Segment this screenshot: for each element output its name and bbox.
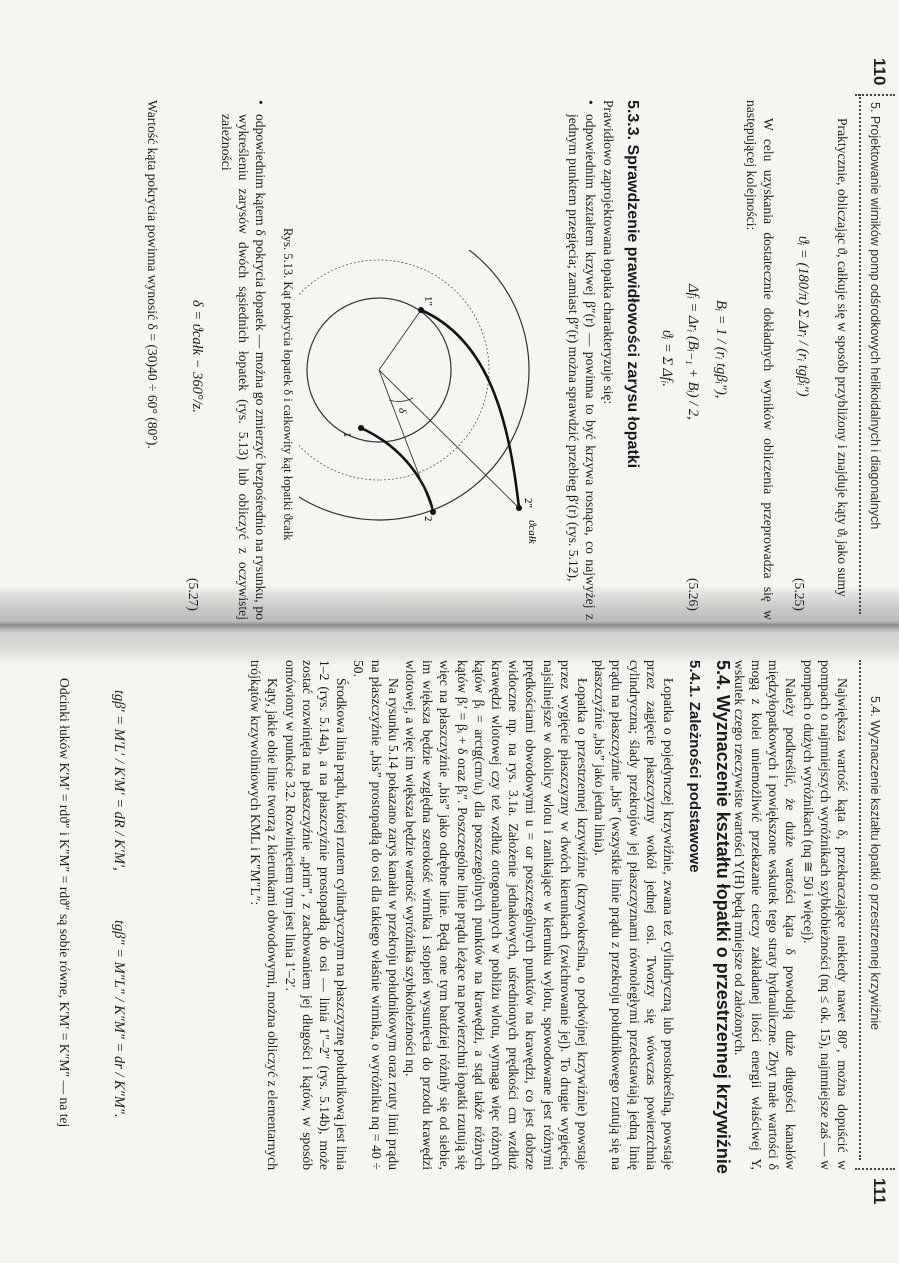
- top-paragraph-111: Największa wartość kąta δ, przekraczające niekiedy nawet 80°, można dopuścić w pompach o najmniejszych wyróżnikach szybkobieżności (nq ≤ ok. 15), najmniejsze zaś — w pompach o dużych wyróżnikach (nq ≅ 50 i więcej). Należy podkreślić, że duże wartości kąta δ powodują duże długości kanałów międzyłopatkowych i powiększone wskutek tego straty hydrauliczne. Zbyt małe wartości δ mogą z kolei uniemożliwić przekazanie cieczy zakładanej ilości energii właściwej Y, wskutek czego rzeczywiste wartości Y(H) będą mniejsze od założonych.: [731, 660, 850, 1170]
- equation-number-5-27: (5.27): [186, 578, 201, 611]
- subsection-heading-5-4-1: 5.4.1. Zależności podstawowe: [686, 660, 703, 873]
- outer-circle: [299, 250, 529, 520]
- last-line-111: Odcinki łuków K′M′ = rdϑ″ i K″M″ = rdϑ″ są sobie równe, K′M′ = K″M″ — na tej: [57, 678, 72, 1128]
- chapter-heading-5-4: 5.4. Wyznaczenie kształtu łopatki o przestrzennej krzywiźnie: [713, 660, 733, 1174]
- equation-5-25: ϑᵢ = (180/π) Σ Δrᵢ / (rᵢ tgβᵢ″): [795, 236, 811, 397]
- page-number-111: 111: [870, 1178, 889, 1205]
- label-1-double-prime: 1″: [422, 296, 434, 307]
- point-1-double-prime: [418, 307, 424, 313]
- bullet-overlap-angle: • odpowiednim kątem δ pokrycia łopatek — można go zmierzyć bezpośrednio na rysunku, po wykreśleniu zarysów dwóch sąsiednich łopatek (rys. 5.13) lub obliczyć z oczywistej zależności: [217, 100, 269, 620]
- running-head-111: 5.4. Wyznaczenie kształtu łopatki o przestrzennej krzywiźnie: [868, 696, 882, 1031]
- equation-number-5-26: (5.26): [686, 578, 701, 611]
- folio-divider-left: [855, 94, 895, 96]
- equation-5-27: δ = ϑcałk − 360°/z.: [189, 300, 205, 413]
- blade-2-contour: [361, 428, 433, 512]
- label-2: 2: [422, 516, 434, 522]
- page-number-110: 110: [870, 58, 889, 86]
- equation-number-5-25: (5.25): [792, 578, 807, 611]
- equation-5-26-line-1: Bᵢ = 1 / (rᵢ tgβᵢ″),: [713, 300, 729, 399]
- check-paragraph: Prawidłowo zaprojektowana łopatka charakteryzuje się:: [601, 100, 616, 405]
- point-1: [358, 425, 364, 431]
- bullet-curve-shape: • odpowiednim kształtem krzywej β″(r) — powinna to być krzywa rosnąca, co najwyżej z jednym punktem przegięcia; zamiast β″(r) można sprawdzić przebieg β′(r) (rys. 5.12),: [565, 100, 599, 620]
- equation-tg-beta-prime: tgβ′ = M′L′ / K′M′ = dR / K′M′,: [111, 690, 127, 871]
- label-delta: δ: [396, 408, 408, 414]
- folio-divider-right: [855, 1168, 895, 1170]
- figure-caption-5-13: Rys. 5.13. Kąt pokrycia łopatek δ i całkowity kąt łopatki ϑcałk: [281, 228, 295, 541]
- label-theta-total: ϑcałk: [526, 520, 538, 544]
- closing-line-110: Wartość kąta pokrycia powinna wynosić δ = (30)40 ÷ 60° (80°).: [145, 100, 160, 449]
- mid-circle: [299, 260, 489, 480]
- body-text-111: Łopatka o pojedynczej krzywiźnie, zwana też cylindryczną lub prostokreślną, powstaje przez zagięcie płaszczyzny wokół jednej osi. Tworzy się wówczas powierzchnia cylindryczna; ślady przekrojów jej płaszczyznami równoległymi przedstawiają jedną linię prądu na płaszczyźnie „bis” (wszystkie linie prądu z przekroju południkowego rzutują się na płaszczyźnie „bis” jako jedna linia). Łopatka o przestrzennej krzywiźnie (krzywokreślna, o podwójnej krzywiźnie) powstaje przez wygięcie płaszczyzny w dwóch kierunkach (zwichrowanie jej). To drugie wygięcie, najsilniejsze w okolicy wlotu i zanikające w kierunku wylotu, spowodowane jest różnymi prędkościami obwodowymi u = ωr poszczególnych punktów na krawędzi, co jest dobrze widoczne np. na rys. 3.1a. Założenie jednakowych, uśrednionych prędkości cm wzdłuż krawędzi wlotowej czy też wzdłuż ortogonalnych w pobliżu wlotu, wymaga więc różnych kątów βᵢ = arctg(cm/uᵢ) dla poszczególnych punktów na krawędzi, a stąd także różnych kątów βᵢ′ = βᵢ + δ oraz βᵢ″. Poszczególne linie prądu leżące na powierzchni łopatki rzutują się więc na płaszczyźnie „bis” jako odrębne linie. Będą one tym bardziej różniły się od siebie, im większa będzie względna szerokość wirnika i stopień wysunięcia do przodu krawędzi wlotowej, a więc im większa będzie wartość wyróżnika szybkobieżności nq. Na rysunku 5.14 pokazano zarys kanału w przekroju południkowym oraz rzuty linii prądu na płaszczyźnie „bis” prostopadłą do osi dla takiego właśnie wirnika, o wyróżniku nq = 40 ÷ 50. Środkowa linia prądu, której rzutem cylindrycznym na płaszczyznę południkową jest linia 1–2 (rys. 5.14a), a na płaszczyźnie prostopadłą do osi — linia 1″–2″ (rys. 5.14b), może zostać rozwinięta na płaszczyźnie „prim”, z zachowaniem jej długości i kątów, w sposób omówiony w punkcie 3.2. Rozwinięciem tym jest linia 1′–2′. Kąty, jakie obie linie tworzą z kierunkami obwodowymi, można obliczyć z elementarnych trójkątów krzywoliniowych KML i K″M″L″:: [248, 660, 676, 1170]
- radius-line-2: [379, 310, 421, 370]
- equation-5-26-line-2: Δfᵢ = Δrᵢ (Bᵢ₋₁ + Bᵢ) / 2,: [685, 284, 701, 420]
- header-rule-110: [859, 94, 861, 614]
- equation-tg-beta-double-prime: tgβ″ = M″L″ / K″M″ = dr / K″M″.: [111, 920, 127, 1118]
- label-1: 1: [341, 432, 353, 438]
- blade-1-contour: [421, 310, 519, 508]
- header-rule-111: [859, 660, 861, 1160]
- delta-arc: [389, 398, 413, 401]
- point-2: [430, 509, 436, 515]
- equation-5-26-line-3: ϑᵢ = Σ Δfᵢ.: [659, 330, 675, 387]
- section-heading-5-3-3: 5.3.3. Sprawdzenie prawidłowości zarysu łopatki: [624, 100, 641, 469]
- sequence-paragraph: W celu uzyskania dostatecznie dokładnych wyników obliczenia przeprowadza się w następującej kolejności:: [743, 100, 776, 620]
- intro-paragraph: Praktycznie, obliczając ϑ, całkuje się w sposób przybliżony i znajduje kąty ϑᵢ jako sumy: [835, 118, 850, 597]
- label-2-double-prime: 2″: [522, 498, 534, 509]
- figure-5-13: [299, 250, 549, 550]
- running-head-110: 5. Projektowanie wirników pomp odśrodkowych helikoidalnych i diagonalnych: [868, 102, 882, 530]
